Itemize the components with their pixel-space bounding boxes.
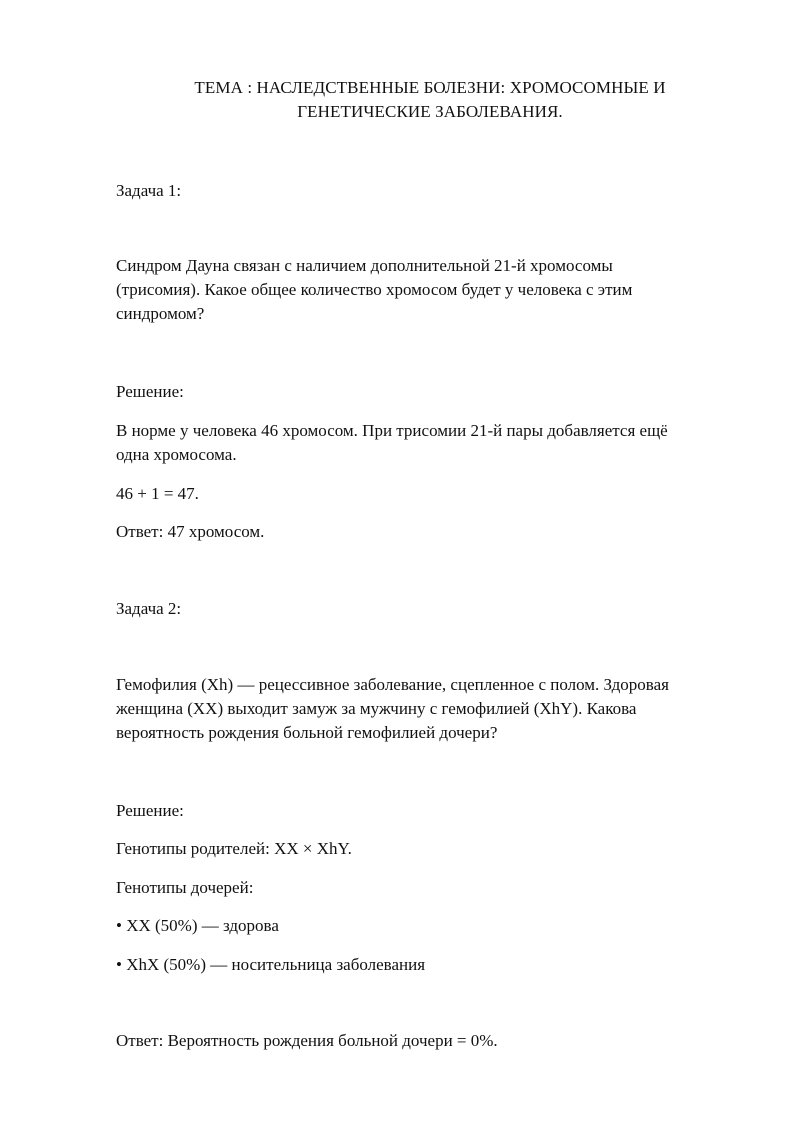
task2-parents-genotypes: Генотипы родителей: XX × XhY. bbox=[116, 839, 352, 858]
task1-answer: Ответ: 47 хромосом. bbox=[116, 522, 265, 541]
task1-solution-line: В норме у человека 46 хромосом. При трисомии 21-й пары добавляется ещё bbox=[116, 421, 668, 440]
task2-solution-heading: Решение: bbox=[116, 801, 184, 820]
task1-question-line: Синдром Дауна связан с наличием дополнительной 21-й хромосомы bbox=[116, 256, 613, 275]
task2-question-line: Гемофилия (Xh) — рецессивное заболевание, сцепленное с полом. Здоровая bbox=[116, 675, 669, 694]
task2-answer: Ответ: Вероятность рождения больной дочери = 0%. bbox=[116, 1031, 498, 1050]
daughter-genotype-item: • XX (50%) — здорова bbox=[116, 916, 279, 935]
page-title bbox=[100, 76, 760, 124]
task2-question-line: женщина (XX) выходит замуж за мужчину с гемофилией (XhY). Какова bbox=[116, 699, 637, 718]
task1-calculation: 46 + 1 = 47. bbox=[116, 484, 199, 503]
task2-question bbox=[116, 673, 756, 745]
daughter-genotype-item: • XhX (50%) — носительница заболевания bbox=[116, 955, 426, 974]
task1-solution-line: одна хромосома. bbox=[116, 445, 237, 464]
task1-question bbox=[116, 254, 756, 326]
task1-question-line: синдромом? bbox=[116, 304, 205, 323]
task1-solution-heading: Решение: bbox=[116, 382, 184, 401]
task1-question-line: (трисомия). Какое общее количество хромосом будет у человека с этим bbox=[116, 280, 633, 299]
task2-daughters-heading: Генотипы дочерей: bbox=[116, 878, 254, 897]
title-line-2: ГЕНЕТИЧЕСКИЕ ЗАБОЛЕВАНИЯ. bbox=[297, 102, 563, 121]
title-line-1: ТЕМА : НАСЛЕДСТВЕННЫЕ БОЛЕЗНИ: ХРОМОСОМНЫЕ И bbox=[194, 78, 666, 97]
task1-solution bbox=[116, 419, 756, 467]
task1-heading: Задача 1: bbox=[116, 181, 182, 200]
task2-question-line: вероятность рождения больной гемофилией дочери? bbox=[116, 723, 498, 742]
task2-heading: Задача 2: bbox=[116, 599, 182, 618]
